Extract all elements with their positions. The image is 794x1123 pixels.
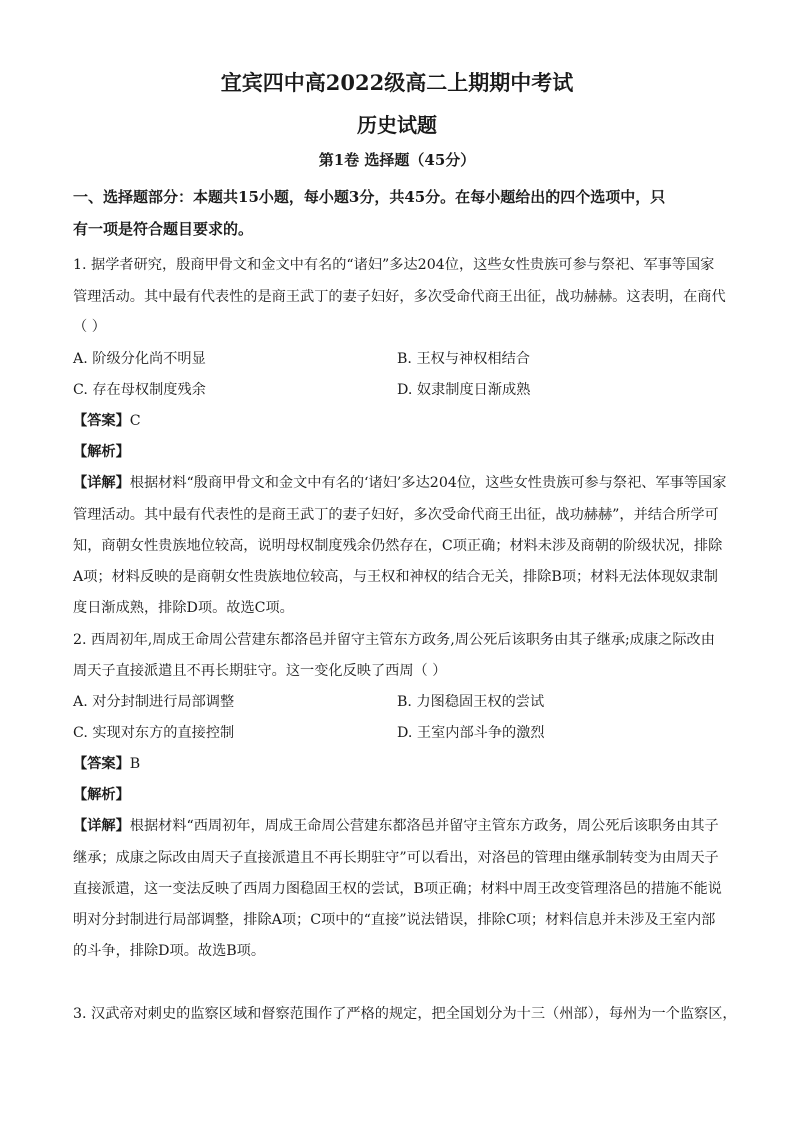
q1-detail-line-1 — [73, 473, 726, 493]
q1-detail-line-4: A项；材料反映的是商朝女性贵族地位较高，与王权和神权的结合无关，排除B项；材料无法体现奴隶制 — [73, 569, 718, 585]
q2-answer — [73, 754, 140, 774]
q2-detail-line-1 — [73, 816, 719, 836]
q1-option-a: A. 阶级分化尚不明显 — [73, 351, 206, 367]
q2-detail-line-2: 继承；成康之际改由周天子直接派遣且不再长期驻守”可以看出，对洛邑的管理由继承制转变为由周天子 — [73, 850, 719, 866]
q1-option-d: D. 奴隶制度日渐成熟 — [397, 382, 531, 398]
q1-detail-line-5: 度日渐成熟，排除D项。故选C项。 — [73, 600, 294, 616]
detail-tag: 【详解】 — [73, 475, 130, 491]
q2-detail-line-4: 明对分封制进行局部调整，排除A项；C项中的“直接”说法错误，排除C项；材料信息并未涉及王室内部 — [73, 912, 716, 928]
q2-stem-line-1: 2. 西周初年,周成王命周公营建东都洛邑并留守主管东方政务,周公死后该职务由其子继承;成康之际改由 — [73, 632, 715, 648]
analysis-tag: 【解析】 — [73, 444, 130, 460]
answer-value: B — [129, 756, 141, 772]
exam-title: 宜宾四中高2022级高二上期期中考试 — [220, 70, 574, 95]
detail-text: 根据材料“西周初年，周成王命周公营建东都洛邑并留守主管东方政务，周公死后该职务由其子 — [129, 818, 719, 834]
q1-stem-line-2: 管理活动。其中最有代表性的是商王武丁的妻子妇好，多次受命代商王出征，战功赫赫。这表明，在商代 — [73, 289, 726, 305]
q1-answer — [73, 411, 141, 431]
q2-option-a: A. 对分封制进行局部调整 — [73, 694, 235, 710]
analysis-tag: 【解析】 — [73, 787, 130, 803]
q1-stem-line-3: （ ） — [73, 319, 106, 335]
q1-option-c: C. 存在母权制度残余 — [73, 382, 206, 398]
q1-option-b: B. 王权与神权相结合 — [397, 351, 530, 367]
q2-detail-line-3: 直接派遣，这一变法反映了西周力图稳固王权的尝试，B项正确；材料中周王改变管理洛邑的措施不能说 — [73, 881, 722, 897]
section-heading: 第1卷 选择题（45分） — [318, 151, 476, 169]
detail-text: 根据材料“殷商甲骨文和金文中有名的‘诸妇’多达204位，这些女性贵族可参与祭祀、军事等国家 — [129, 475, 727, 491]
q2-detail-line-5: 的斗争，排除D项。故选B项。 — [73, 943, 266, 959]
q2-option-b: B. 力图稳固王权的尝试 — [397, 694, 545, 710]
q2-stem-line-2: 周天子直接派遣且不再长期驻守。这一变化反映了西周（ ） — [73, 663, 447, 679]
q1-detail-line-3: 知，商朝女性贵族地位较高，说明母权制度残余仍然存在，C项正确；材料未涉及商朝的阶级状况，排除 — [73, 538, 723, 554]
instructions-line-2: 有一项是符合题目要求的。 — [73, 220, 254, 238]
q1-detail-line-2: 管理活动。其中最有代表性的是商王武丁的妻子妇好，多次受命代商王出征，战功赫赫”，并结合所学可 — [73, 507, 719, 523]
q2-analysis-tag — [73, 785, 130, 805]
q3-stem-line-1: 3. 汉武帝对刺史的监察区域和督察范围作了严格的规定，把全国划分为十三（州部），每州为一个监察区， — [73, 1006, 737, 1022]
subject-title: 历史试题 — [357, 113, 437, 137]
answer-value: C — [129, 413, 141, 429]
answer-tag: 【答案】 — [73, 756, 130, 772]
q1-stem-line-1: 1. 据学者研究，殷商甲骨文和金文中有名的“诸妇”多达204位，这些女性贵族可参与祭祀、军事等国家 — [73, 257, 715, 273]
q2-option-c: C. 实现对东方的直接控制 — [73, 725, 235, 741]
detail-tag: 【详解】 — [73, 818, 130, 834]
instructions-line-1: 一、选择题部分：本题共15小题，每小题3分，共45分。在每小题给出的四个选项中，只 — [73, 188, 666, 206]
q2-option-d: D. 王室内部斗争的激烈 — [397, 725, 545, 741]
q1-analysis-tag — [73, 442, 130, 462]
answer-tag: 【答案】 — [73, 413, 130, 429]
